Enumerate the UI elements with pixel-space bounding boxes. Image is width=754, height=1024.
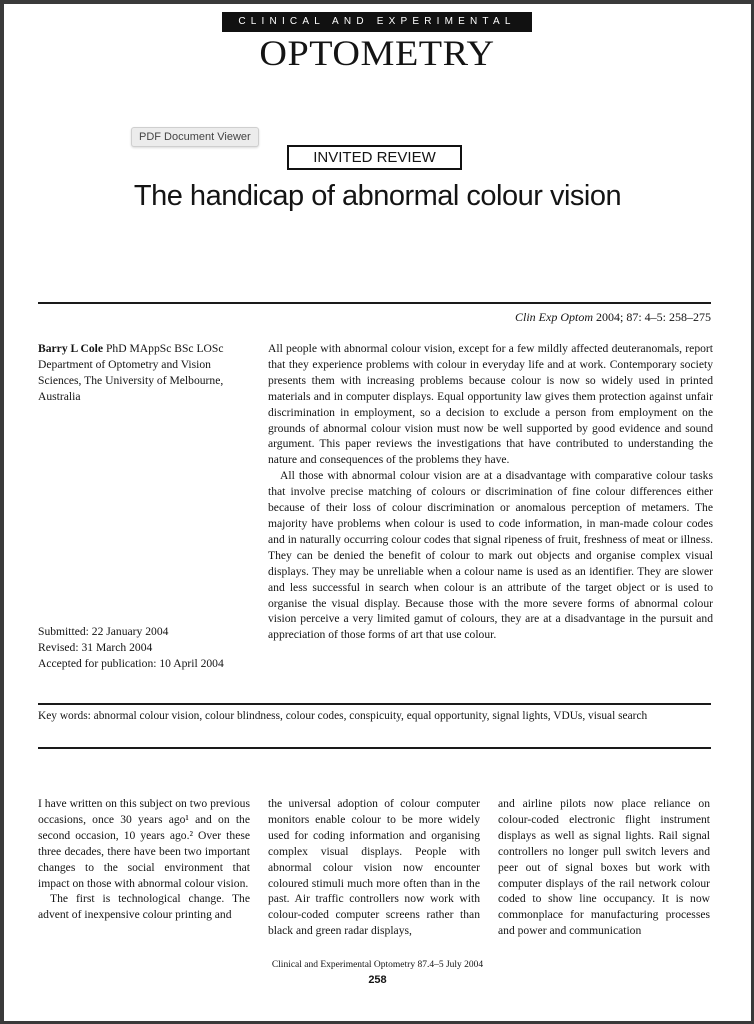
submission-dates: [38, 624, 268, 672]
pdf-page: [4, 4, 751, 1021]
divider-keywords-top: [38, 703, 711, 705]
author-block: [38, 341, 253, 405]
pdf-viewer-badge[interactable]: PDF Document Viewer: [131, 127, 259, 147]
body-column-1: [38, 796, 250, 923]
section-label: INVITED REVIEW: [287, 145, 462, 170]
accepted-date: Accepted for publication: 10 April 2004: [38, 657, 224, 670]
author-affiliation: Department of Optometry and Vision Sciences, The University of Melbourne, Australia: [38, 358, 224, 403]
abstract-paragraph: All people with abnormal colour vision, except for a few mildly affected deuteranomals, report that they experience problems with colour in everyday life and at work. Contemporary society presents them with increasing problems because colour is now so widely used in printed materials and in computer displays. Equal opportunity law gives them protection against unfair discrimination in employment, so a decision to exclude a person from employment on the grounds of abnormal colour vision must now be well supported by good evidence and sound argument. This paper reviews the investigations that have contributed to understanding the nature and consequences of the problems they have.: [268, 342, 713, 467]
body-paragraph: The first is technological change. The advent of inexpensive colour printing and: [38, 892, 250, 922]
journal-masthead-title: OPTOMETRY: [259, 33, 495, 73]
body-paragraph: I have written on this subject on two previous occasions, once 30 years ago¹ and on the second occasion, 10 years ago.² Over these three decades, there have been two important changes to the social environment that impact on those with abnormal colour vision.: [38, 797, 250, 890]
citation-journal: Clin Exp Optom: [514, 310, 593, 324]
body-paragraph: and airline pilots now place reliance on colour-coded electronic flight instrument displays as well as signal lights. Rail signal controllers no longer pull switch levers and peer out of signal boxes but work with computer displays of the rail network colour coded to show line occupancy. It is now commonplace for manufacturing processes and power and communication: [498, 797, 710, 938]
citation-details: 2004; 87: 4–5: 258–275: [595, 310, 711, 324]
body-paragraph: the universal adoption of colour computer monitors enable colour to be more widely used for coding information and organising complex visual displays. People with abnormal colour vision now encounter coloured stimuli much more often than in the past. Air traffic controllers now work with colour-coded computer screens rather than black and green radar displays,: [268, 797, 480, 938]
submitted-date: Submitted: 22 January 2004: [38, 625, 169, 638]
revised-date: Revised: 31 March 2004: [38, 641, 153, 654]
journal-masthead-band: CLINICAL AND EXPERIMENTAL: [222, 12, 532, 32]
body-column-2: [268, 796, 480, 939]
page-number: 258: [368, 974, 387, 986]
author-degrees: PhD MAppSc BSc LOSc: [105, 342, 224, 355]
abstract: [268, 341, 713, 643]
author-name: Barry L Cole: [38, 342, 104, 355]
keywords: Key words: abnormal colour vision, colour blindness, colour codes, conspicuity, equal opportunity, signal lights, VDUs, visual search: [38, 710, 648, 722]
divider-keywords-bottom: [38, 747, 711, 749]
abstract-paragraph: All those with abnormal colour vision are at a disadvantage with comparative colour tasks that involve precise matching of colours or discrimination of fine colour differences either because of their loss of colour discrimination or anomalous perception of metamers. The majority have problems when colour is used to code information, in man-made colour codes and in naturally occurring colour codes that signal ripeness of fruit, freshness of meat or illness. They can be denied the benefit of colour to mark out objects and organise complex visual displays. They may be unreliable when a colour name is used as an identifier. They are slower and less successful in search when colour is an attribute of the target object or is used to organise the visual display. Because those with the more severe forms of abnormal colour vision perceive a very limited gamut of colours, they are at a disadvantage in the pursuit and appreciation of those forms of art that use colour.: [268, 469, 713, 642]
body-column-3: [498, 796, 710, 939]
divider-top: [38, 302, 711, 304]
article-title: The handicap of abnormal colour vision: [133, 180, 622, 212]
running-footer: Clinical and Experimental Optometry 87.4–5 July 2004: [271, 960, 484, 970]
citation: [515, 310, 711, 325]
